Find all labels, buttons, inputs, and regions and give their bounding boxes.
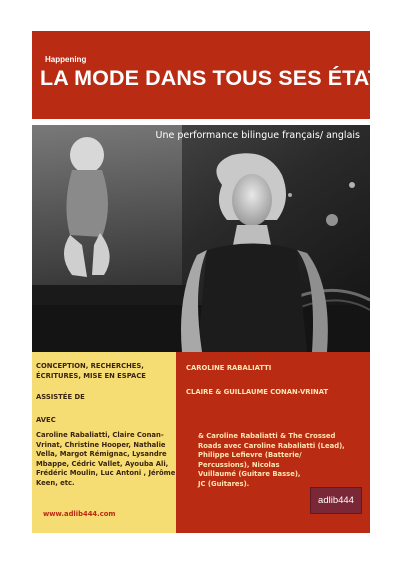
assistee-names: CLAIRE & GUILLAUME CONAN-VRINAT	[186, 388, 329, 396]
conception-label: CONCEPTION, RECHERCHES, ÉCRITURES, MISE EN ESPACE	[36, 362, 146, 380]
website-link[interactable]: www.adlib444.com	[43, 510, 116, 518]
assistee-label: ASSISTÉE DE	[36, 393, 85, 401]
avec-label: AVEC	[36, 416, 56, 424]
adlib444-logo: adlib444	[311, 488, 361, 513]
kicker-label: Happening	[45, 55, 87, 64]
cast-list: Caroline Rabaliatti, Claire Conan- Vrinat, Christine Hooper, Nathalie Vella, Margot Rémignac, Lysandre Mbappe, Cédric Vallet, Ayouba Ali, Frédéric Moulin, Luc Antoni , Jérôme Keen, etc.	[36, 431, 176, 487]
page-title: LA MODE DANS TOUS SES ÉTATS	[40, 66, 396, 90]
performance-subtitle: Une performance bilingue français/ anglais	[155, 130, 360, 141]
photo-illustration	[32, 125, 370, 352]
performance-photo	[32, 125, 370, 352]
credits-left-panel	[32, 352, 176, 533]
conception-name: CAROLINE RABALIATTI	[186, 364, 272, 372]
title-banner	[32, 31, 396, 119]
music-credits: & Caroline Rabaliatti & The Crossed Roads avec Caroline Rabaliatti (Lead), Philippe Lefievre (Batterie/ Percussions), Nicolas Vuillaumé (Guitare Basse), JC (Guitares).	[198, 432, 345, 488]
